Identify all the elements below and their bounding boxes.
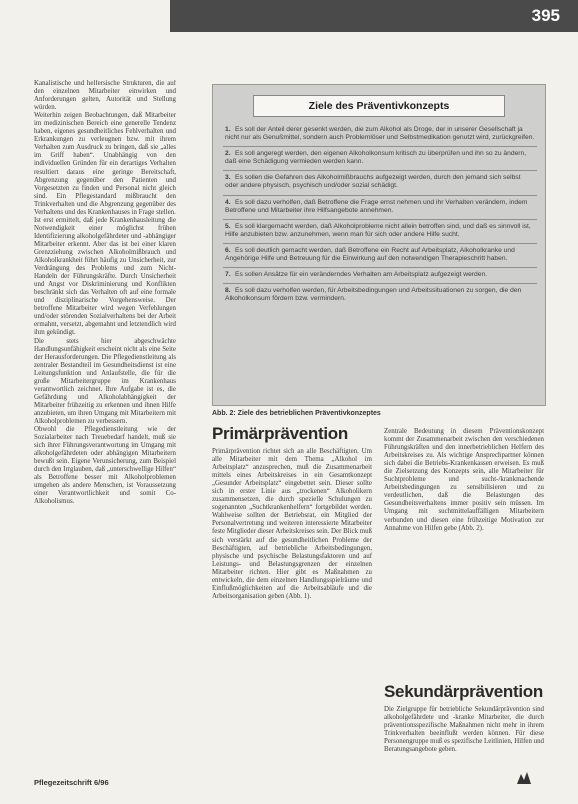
left-paragraph: Ist erst ermittelt, daß jede Krankenhausleitung die Notwendigkeit einer möglichst frühen Identifizierung alkoholgefährdeter und -abhängiger Mitarbeiter erkennt. Aber das ist bei einer klaren Grenzziehung zwischen Alkoholmißbrauch und Alkoholkrankheit führt häufig zu Unsicherheit, zur Verdrängung des Problems und zum Nicht-Handeln der Führungskräfte. Durch Unsicherheit und Angst vor Diskriminierung und Konflikten beschränkt sich das Verhalten oft auf eine formale und disziplinarische Vorgehensweise. Der betroffene Mitarbeiter wird wegen Verfehlungen und/oder störenden Sozialverhaltens bei der Arbeit ermahnt, versetzt, abgemahnt und letztendlich wird ihm gekündigt.	[34, 216, 176, 337]
goals-list	[223, 123, 537, 307]
goal-item	[223, 268, 537, 284]
goal-number: 2.	[225, 150, 231, 158]
footer-publication: Pflegezeitschrift 6/96	[34, 778, 109, 787]
goal-number: 7.	[225, 271, 231, 279]
goal-number: 5.	[225, 222, 231, 230]
goal-number: 8.	[225, 287, 231, 295]
goal-text: Es sollen die Gefahren des Alkoholmißbrauchs aufgezeigt werden, durch den jemand sich selbst oder andere physisch, psychisch und/oder sozial schädigt.	[225, 174, 521, 190]
sekundaer-text: Die Zielgruppe für betriebliche Sekundärprävention sind alkoholgefährdete und -kranke Mitarbeiter, die durch präventionsspezifische Maßnahmen nicht mehr in ihrem Trinkverhalten beeinflußt werden können. Für diese Personengruppe muß es spezifische Leitlinien, Hilfen und Beratungsangebote geben.	[384, 706, 544, 754]
goal-number: 1.	[225, 126, 231, 133]
goal-number: 3.	[225, 174, 231, 182]
goal-item	[223, 220, 537, 244]
goals-figure	[212, 84, 546, 406]
left-column-text	[34, 80, 176, 760]
goal-text: Es soll dazu verholfen werden, für Arbeitsbedingungen und Arbeitssituationen zu sorgen, die den Alkoholkonsum fördern bzw. vermindern.	[225, 287, 522, 303]
goal-item	[223, 244, 537, 268]
primaer-text: Primärprävention richtet sich an alle Beschäftigten. Um alle Mitarbeiter mit dem Thema „Alkohol im Arbeitsplatz“ anzusprechen, muß die Zusammenarbeit mittels eines Arbeitskreises in ein Gesamtkonzept „Gesunder Arbeitsplatz“ eingebettet sein. Dieser sollte sich in erster Linie aus „trockenen“ Alkoholikern zusammensetzen, die durch spezielle Schulungen zu sogenannten „Suchtkrankenhelfern“ fortgebildet werden. Wahlweise sollten der Betriebsrat, ein Mitglied der Personalvertretung und weiteren interessierte Mitarbeiter feste Mitglieder dieser Arbeitskreises sein. Der Blick muß sich verstärkt auf die gesundheitlichen Probleme der Beschäftigten, auf betriebliche Arbeitsbedingungen, physische und psychische Belastungsfaktoren und auf Leistungs- und Belastungsgrenzen der einzelnen Mitarbeiter richten. Hier gibt es Maßnahmen zu entwickeln, die dem einzelnen Handlungsspielräume und Einflußmöglichkeiten auf die Arbeitsabläufe und die Arbeitsorganisation geben (Abb. 1).	[212, 448, 372, 600]
right-column-text: Zentrale Bedeutung in diesem Präventionskonzept kommt der Zusammenarbeit zwischen den verschiedenen Führungskräften und den innerbetrieblichen Helfern des Arbeitskreises zu. Als wichtige Ansprechpartner können sich dabei die Betriebs-Krankenkassen erweisen. Es muß die Zielsetzung des Konzepts sein, alle Mitarbeiter für Suchtprobleme und sucht-/krankmachende Arbeitsbedingungen zu sensibilisieren und zu verdeutlichen, daß die Belastungen des Gesundheitsverhaltens immer positiv sein müssen. Im Umgang mit suchtmittelauffälligen Mitarbeitern verbunden und diesen eine frühzeitige Motivation zur Annahme von Hilfen gebe (Abb. 2).	[384, 428, 544, 532]
header-bar	[170, 0, 578, 32]
figure-caption: Abb. 2: Ziele des betrieblichen Präventivkonzeptes	[212, 410, 381, 417]
figure-title: Ziele des Präventivkonzepts	[253, 95, 505, 117]
goal-item	[223, 123, 537, 147]
page-number: 395	[531, 6, 560, 25]
goal-number: 6.	[225, 246, 231, 254]
goal-item	[223, 171, 537, 195]
goal-text: Es soll deutlich gemacht werden, daß Betroffene ein Recht auf Arbeitsplatz, Alkoholkranke und Angehörige Hilfe und Betreuung für die Einwirkung auf den notwendigen Therapieschritt haben.	[225, 246, 515, 263]
goal-text: Es soll der Anteil derer gesenkt werden, die zum Alkohol als Droge, der in unserer Gesellschaft ja nicht nur als Genußmittel, sondern auch Problemlöser und Selbstmedikation genutzt wird, zurückgreifen.	[225, 126, 535, 142]
goal-number: 4.	[225, 198, 231, 206]
left-paragraph: Kanalistische und helfersische Strukturen, die auf den einzelnen Mitarbeiter einwirken und Anforderungen gelten, Autorität und Stellung würden.	[34, 80, 176, 112]
goal-text: Es soll klargemacht werden, daß Alkoholprobleme nicht allein betroffen sind, und daß es sinnvoll ist, Hilfe anzubieten bzw. anzunehmen, wenn man für sich oder andere Hilfe sucht.	[225, 222, 531, 238]
goal-item	[223, 147, 537, 171]
goal-item	[223, 196, 537, 220]
goal-text: Es sollen Ansätze für ein veränderndes Verhalten am Arbeitsplatz aufgezeigt werden.	[235, 271, 488, 279]
goal-item	[223, 284, 537, 307]
heading-primaerpraevention: Primärprävention	[212, 424, 348, 443]
heading-sekundaerpraevention: Sekundärprävention	[384, 682, 543, 701]
publisher-logo-icon	[516, 770, 532, 786]
left-paragraph: Obwohl die Pflegedienstleitung wie der Sozialarbeiter nach Treuebedarf handelt, muß sie sich ihrer Führungsverantwortung im Umgang mit alkoholgefährdeten oder abhängigen Mitarbeitern bewußt sein. Eigene Verunsicherung, zum Beispiel durch den Irrglauben, daß „unterschwellige Hilfen“ als Betroffene besser mit Alkoholproblemen umgehen als andere Menschen, ist Voraussetzung einer Verantwortlichkeit und somit Co-Alkoholismus.	[34, 426, 176, 506]
goal-text: Es soll dazu verholfen, daß Betroffene die Frage ernst nehmen und ihr Verhalten verändern, indem Betroffene und Mitarbeiter ihre Hilfsangebote annehmen.	[225, 198, 528, 214]
goal-text: Es soll angeregt werden, den eigenen Alkoholkonsum kritisch zu überprüfen und ihn so zu ändern, daß eine Schädigung vermieden werden kann.	[225, 150, 527, 166]
left-paragraph: Die stets hier abgeschwächte Handlungsunfähigkeit erscheint nicht als eine Seite der Herausforderungen. Die Pflegedienstleitung als zentraler Bestandteil im Gesundheitsdienst ist eine Leitungsfunktion und Anlaufstelle, die für die große Mitarbeitergruppe im Krankenhaus verantwortlich zeichnet. Ihre Aufgabe ist es, die Gefährdung und Alkoholabhängigkeit der Mitarbeiter frühzeitig zu erkennen und ihnen Hilfe anzubieten, um ihren Umgang mit Mitarbeitern mit Alkoholproblemen zu verbessern.	[34, 337, 176, 425]
left-paragraph: Weiterhin zeigen Beobachtungen, daß Mitarbeiter im medizinischen Bereich eine generelle Tendenz haben, eigenes gesundheitliches Fehlverhalten und Erkrankungen zu verleugnen bzw. mit ihrem Verhalten zum Ausdruck zu bringen, daß sie „alles im Griff haben“. Unabhängig von den individuellen Gründen für ein derartiges Verhalten resultiert daraus eine geringe Bereitschaft, Abgrenzung gegenüber den Patienten und Vorgesetzten zu finden und Personal nicht gleich sind. Ein Pflegestandard mißbraucht den Trinkverhalten und die Abgrenzung gegenüber des Verhaltens und des Krankenhauses in Frage stellen.	[34, 112, 176, 216]
